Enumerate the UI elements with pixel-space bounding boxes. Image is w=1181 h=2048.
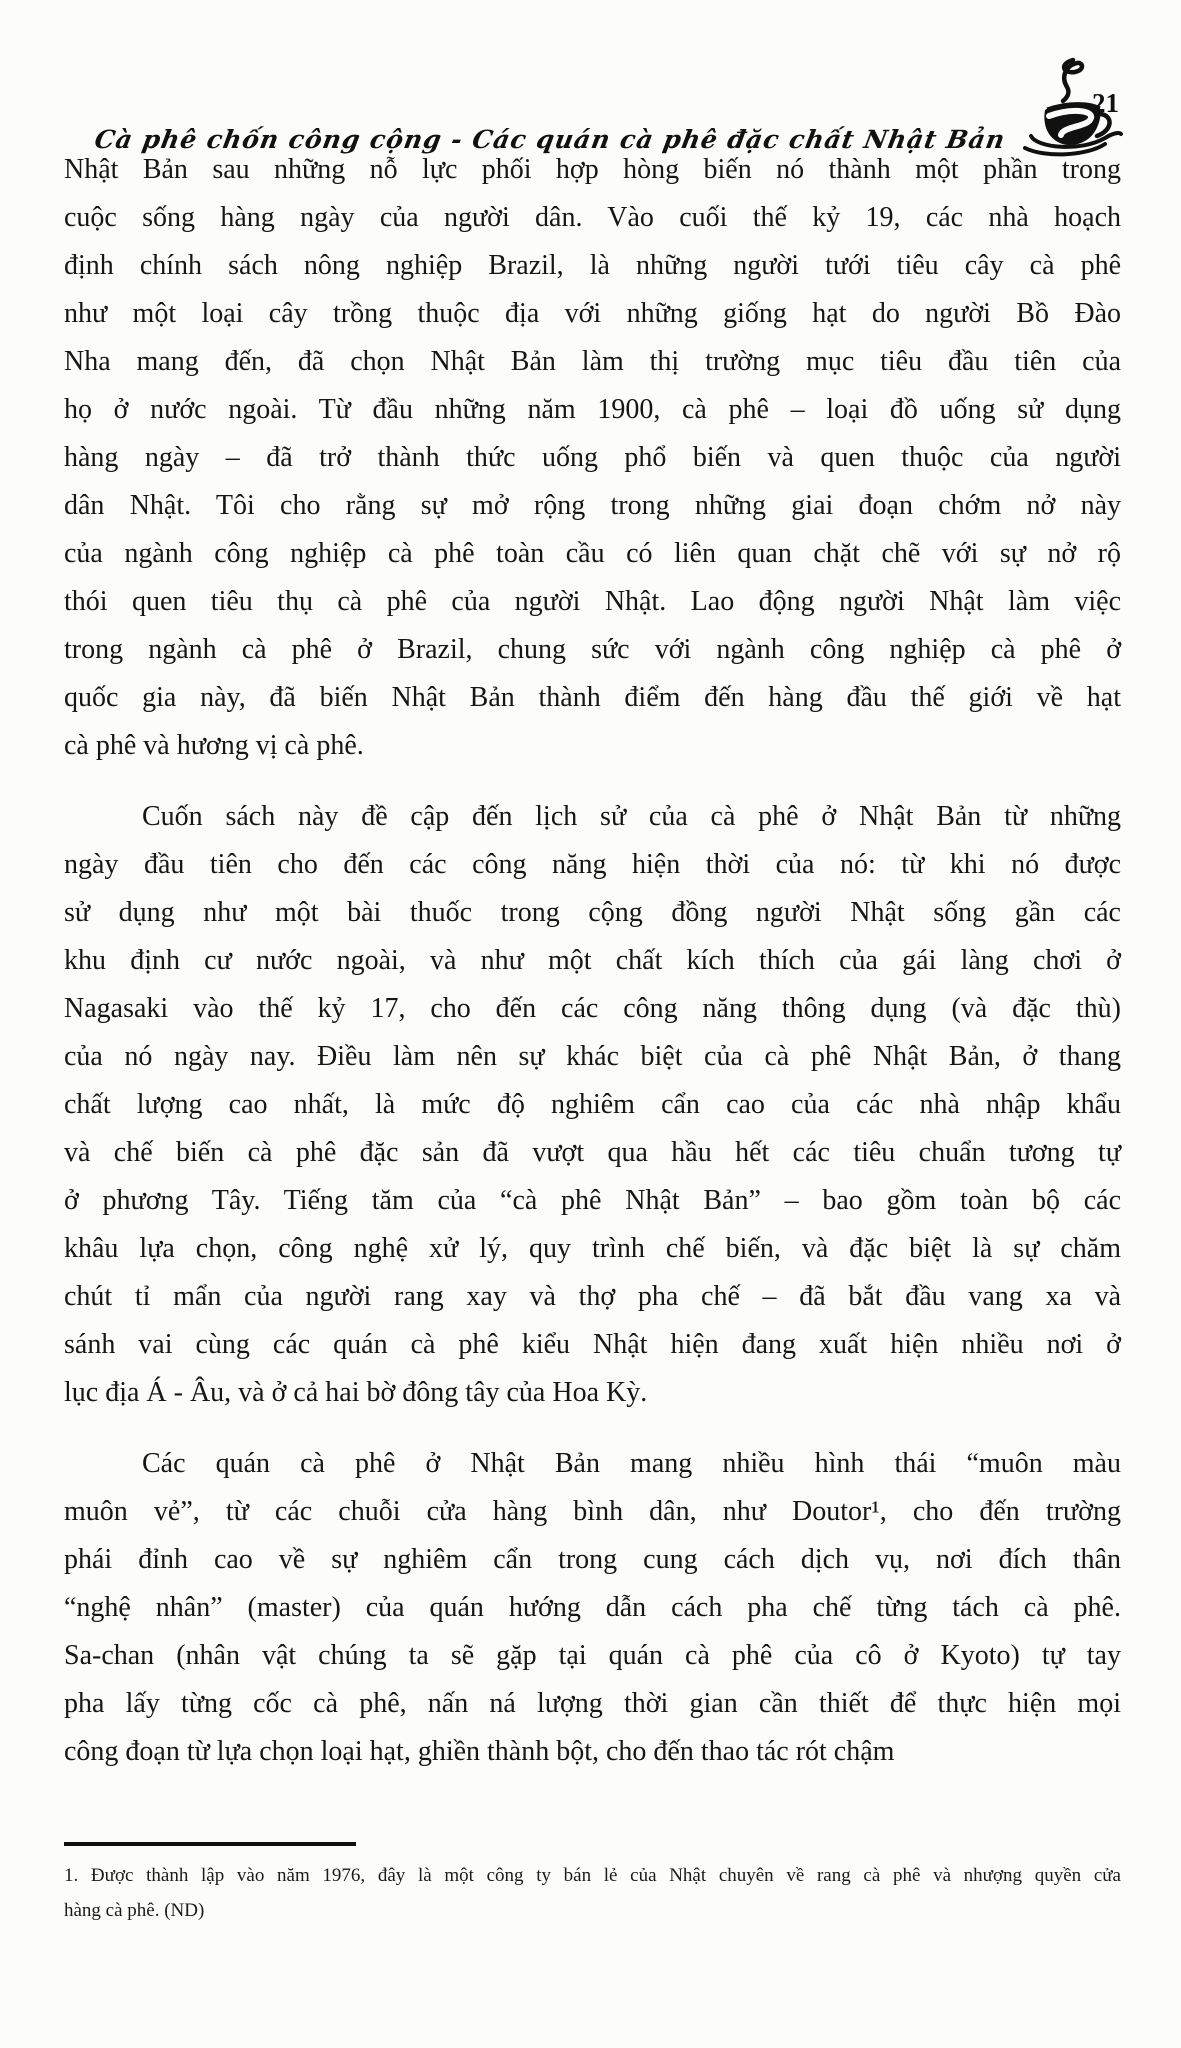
text-line: cà phê và hương vị cà phê. xyxy=(64,730,364,761)
text-line: phái đỉnh cao về sự nghiêm cẩn trong cung cách dịch vụ, nơi đích thân xyxy=(64,1544,1121,1575)
footnote-lines xyxy=(64,1858,1121,1928)
text-line: ngày đầu tiên cho đến các công năng hiện thời của nó: từ khi nó được xyxy=(64,849,1121,880)
text-line: sử dụng như một bài thuốc trong cộng đồng người Nhật sống gần các xyxy=(64,897,1121,928)
text-line: chút tỉ mẩn của người rang xay và thợ pha chế – đã bắt đầu vang xa và xyxy=(64,1281,1121,1312)
text-line: và chế biến cà phê đặc sản đã vượt qua hầu hết các tiêu chuẩn tương tự xyxy=(64,1137,1121,1168)
body-text xyxy=(64,146,1121,1776)
text-line: chất lượng cao nhất, là mức độ nghiêm cẩn cao của các nhà nhập khẩu xyxy=(64,1089,1121,1120)
header-corner xyxy=(1011,48,1123,160)
text-line: Các quán cà phê ở Nhật Bản mang nhiều hình thái “muôn màu xyxy=(142,1448,1121,1479)
text-line: Nhật Bản sau những nỗ lực phối hợp hòng biến nó thành một phần trong xyxy=(64,154,1121,185)
paragraph xyxy=(64,793,1121,1417)
paragraph xyxy=(64,146,1121,770)
text-line: của ngành công nghiệp cà phê toàn cầu có liên quan chặt chẽ với sự nở rộ xyxy=(64,538,1121,569)
footnote-line: 1. Được thành lập vào năm 1976, đây là một công ty bán lẻ của Nhật chuyên về rang cà phê và nhượng quyền cửa xyxy=(64,1865,1121,1886)
text-line: trong ngành cà phê ở Brazil, chung sức với ngành công nghiệp cà phê ở xyxy=(64,634,1121,665)
text-line: dân Nhật. Tôi cho rằng sự mở rộng trong những giai đoạn chớm nở này xyxy=(64,490,1121,521)
text-line: công đoạn từ lựa chọn loại hạt, ghiền thành bột, cho đến thao tác rót chậm xyxy=(64,1736,895,1767)
text-line: Cuốn sách này đề cập đến lịch sử của cà phê ở Nhật Bản từ những xyxy=(142,801,1121,832)
text-line: thói quen tiêu thụ cà phê của người Nhật. Lao động người Nhật làm việc xyxy=(64,586,1121,617)
text-line: của nó ngày nay. Điều làm nên sự khác biệt của cà phê Nhật Bản, ở thang xyxy=(64,1041,1121,1072)
footnote-rule xyxy=(64,1842,356,1846)
text-line: ở phương Tây. Tiếng tăm của “cà phê Nhật Bản” – bao gồm toàn bộ các xyxy=(64,1185,1121,1216)
text-line: sánh vai cùng các quán cà phê kiểu Nhật hiện đang xuất hiện nhiều nơi ở xyxy=(64,1329,1121,1360)
text-line: “nghệ nhân” (master) của quán hướng dẫn cách pha chế từng tách cà phê. xyxy=(64,1592,1121,1623)
paragraph xyxy=(64,1440,1121,1776)
text-line: pha lấy từng cốc cà phê, nấn ná lượng thời gian cần thiết để thực hiện mọi xyxy=(64,1688,1121,1719)
text-line: định chính sách nông nghiệp Brazil, là những người tưới tiêu cây cà phê xyxy=(64,250,1121,281)
text-line: Nha mang đến, đã chọn Nhật Bản làm thị trường mục tiêu đầu tiên của xyxy=(64,346,1121,377)
page-header xyxy=(64,48,1123,160)
text-line: lục địa Á - Âu, và ở cả hai bờ đông tây của Hoa Kỳ. xyxy=(64,1377,648,1408)
text-line: quốc gia này, đã biến Nhật Bản thành điểm đến hàng đầu thế giới về hạt xyxy=(64,682,1121,713)
text-line: khâu lựa chọn, công nghệ xử lý, quy trình chế biến, và đặc biệt là sự chăm xyxy=(64,1233,1121,1264)
footnote-line: hàng cà phê. (ND) xyxy=(64,1900,205,1921)
text-line: Nagasaki vào thế kỷ 17, cho đến các công năng thông dụng (và đặc thù) xyxy=(64,993,1121,1024)
text-line: cuộc sống hàng ngày của người dân. Vào cuối thế kỷ 19, các nhà hoạch xyxy=(64,202,1121,233)
text-line: như một loại cây trồng thuộc địa với những giống hạt do người Bồ Đào xyxy=(64,298,1121,329)
text-line: muôn vẻ”, từ các chuỗi cửa hàng bình dân, như Doutor¹, cho đến trường xyxy=(64,1496,1121,1527)
page-number: 21 xyxy=(1092,88,1119,118)
text-line: Sa-chan (nhân vật chúng ta sẽ gặp tại quán cà phê của cô ở Kyoto) tự tay xyxy=(64,1640,1121,1671)
text-line: khu định cư nước ngoài, và như một chất kích thích của gái làng chơi ở xyxy=(64,945,1121,976)
text-line: hàng ngày – đã trở thành thức uống phổ biến và quen thuộc của người xyxy=(64,442,1121,473)
running-head: Cà phê chốn công cộng - Các quán cà phê đặc chất Nhật Bản xyxy=(92,125,1008,154)
text-line: họ ở nước ngoài. Từ đầu những năm 1900, cà phê – loại đồ uống sử dụng xyxy=(64,394,1121,425)
footnote xyxy=(64,1842,1121,1928)
